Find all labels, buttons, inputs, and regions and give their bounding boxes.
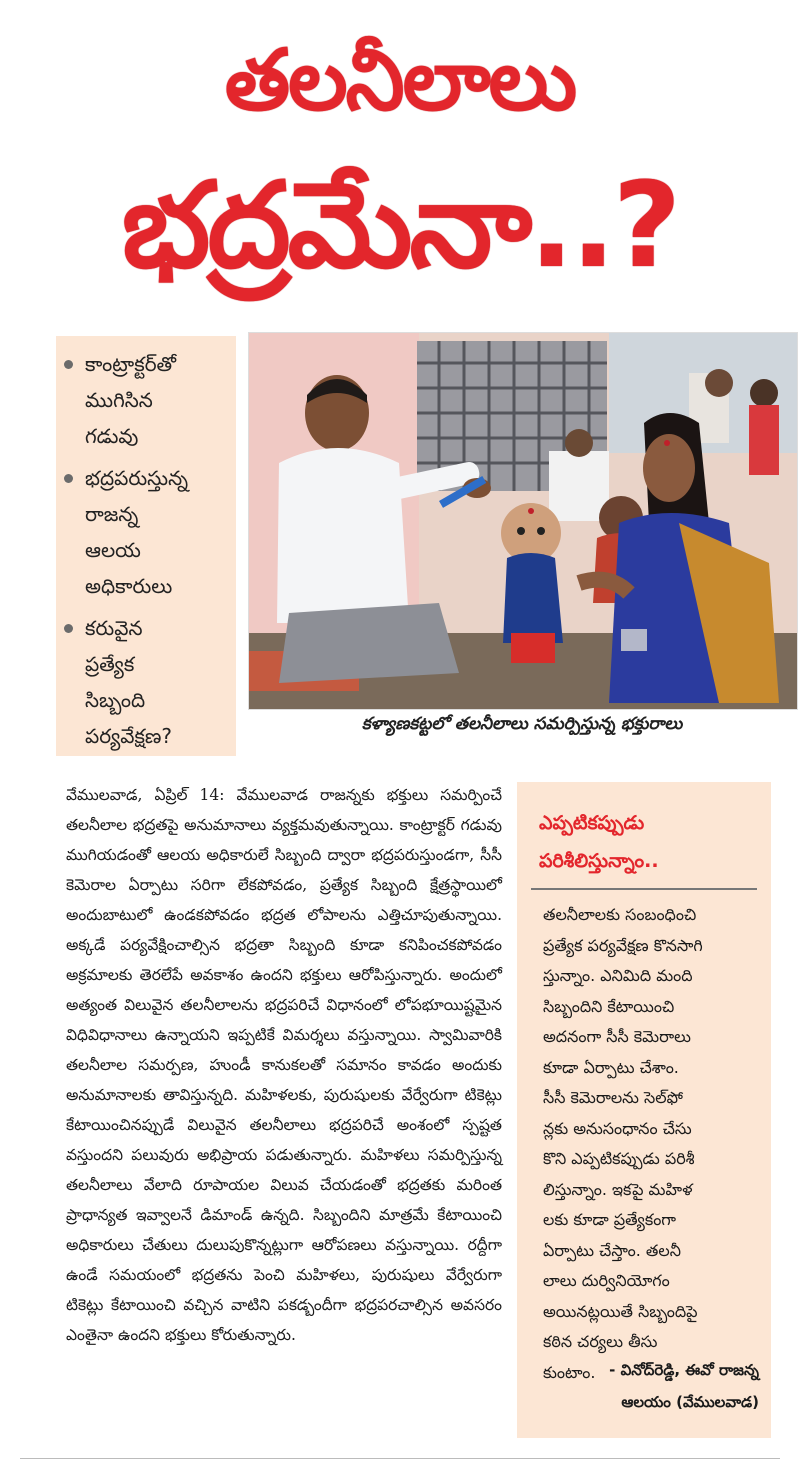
divider (531, 888, 757, 890)
headline-line-1: తలనీలాలు (224, 31, 576, 129)
bullet-dot-icon (64, 360, 73, 369)
bullet-item (64, 346, 230, 454)
statement-text: తలనీలాలకు సంబంధించి ప్రత్యేక పర్యవేక్షణ కొనసాగి స్తున్నాం. ఎనిమిది మంది సిబ్బందిని కేటాయించి అదనంగా సీసీ కెమెరాలు కూడా ఏర్పాటు చేశాం. సీసీ కెమెరాలను సెల్‌ఫో న్లకు అనుసంధానం చేసు కొని ఎప్పటికప్పుడు పరిశీ లిస్తున్నాం. ఇకపై మహిళ లకు కూడా ప్రత్యేకంగా ఏర్పాటు చేస్తాం. తలనీ లాలు దుర్వినియోగం అయినట్లయితే సిబ్బందిపై కఠిన చర్యలు తీసు కుంటాం. (543, 905, 703, 1382)
news-photo (248, 332, 798, 710)
bullet-points-panel (56, 336, 236, 756)
statement-title: ఎప్పటికప్పుడు పరిశీలిస్తున్నాం.. (539, 812, 659, 872)
article-body: వేములవాడ, ఏప్రిల్ 14: వేములవాడ రాజన్నకు భక్తులు సమర్పించే తలనీలాల భద్రతపై అనుమానాలు వ్యక్తమవుతున్నాయి. కాంట్రాక్టర్ గడువు ముగియడంతో ఆలయ అధికారులే సిబ్బంది ద్వారా భద్రపరుస్తుండగా, సీసీ కెమెరాల ఏర్పాటు సరిగా లేకపోవడం, ప్రత్యేక సిబ్బంది క్షేత్రస్థాయిలో అందుబాటులో ఉండకపోవడం భద్రత లోపాలను ఎత్తిచూపుతున్నాయి. అక్కడే పర్యవేక్షించాల్సిన భద్రతా సిబ్బంది కూడా కనిపించకపోవడం అక్రమాలకు తెరలేపే అవకాశం ఉందని భక్తులు ఆరోపిస్తున్నారు. అందులో అత్యంత విలువైన తలనీలాలను భద్రపరిచే విధానంలో లోపభూయిష్టమైన విధివిధానాలు ఉన్నాయని ఇప్పటికే విమర్శలు వస్తున్నాయి. స్వామివారికి తలనీలాల సమర్పణ, హుండీ కానుకలతో సమానం కావడం అందుకు అనుమానాలకు తావిస్తున్నది. మహిళలకు, పురుషులకు వేర్వేరుగా టికెట్లు కేటాయించినప్పుడే విలువైన తలనీలాలు భద్రపరిచే అంశంలో స్పష్టత వస్తుందని పలువురు అభిప్రాయ పడుతున్నారు. మహిళలు సమర్పిస్తున్న తలనీలాలు వేలాది రూపాయల విలువ చేయడంతో భద్రతకు మరింత ప్రాధాన్యత ఇవ్వాలనే డిమాండ్ ఉన్నది. సిబ్బందిని మాత్రమే కేటాయించి అధికారులు చేతులు దులుపుకొన్నట్లుగా ఆరోపణలు వస్తున్నాయి. రద్దీగా ఉండే సమయంలో భద్రతను పెంచి మహిళలు, పురుషులు వేర్వేరుగా టికెట్లు కేటాయించి వచ్చిన వాటిని పకడ్బందీగా భద్రపరచాల్సిన అవసరం ఎంతైనా ఉందని భక్తులు కోరుతున్నారు. (66, 786, 502, 1344)
bullet-text: కరువైన ప్రత్యేక సిబ్బంది పర్యవేక్షణ? (85, 616, 173, 748)
bottom-divider (20, 1458, 780, 1459)
bullet-dot-icon (64, 624, 73, 633)
photo-caption: కళ్యాణకట్టలో తలనీలాలు సమర్పిస్తున్న భక్తురాలు (361, 714, 683, 734)
statement-attribution: - వినోద్‌రెడ్డి, ఈవో రాజన్న ఆలయం (వేములవాడ) (609, 1361, 759, 1411)
bullet-item (64, 610, 230, 754)
bullet-text: కాంట్రాక్టర్‌తో ముగిసిన గడువు (85, 352, 177, 448)
bullet-item (64, 460, 230, 604)
official-statement-box (517, 782, 771, 1438)
bullet-text: భద్రపరుస్తున్న రాజన్న ఆలయ అధికారులు (85, 466, 189, 598)
headline-line-2: భద్రమేనా..? (121, 156, 679, 294)
photo-illustration (249, 333, 797, 709)
bullet-dot-icon (64, 474, 73, 483)
